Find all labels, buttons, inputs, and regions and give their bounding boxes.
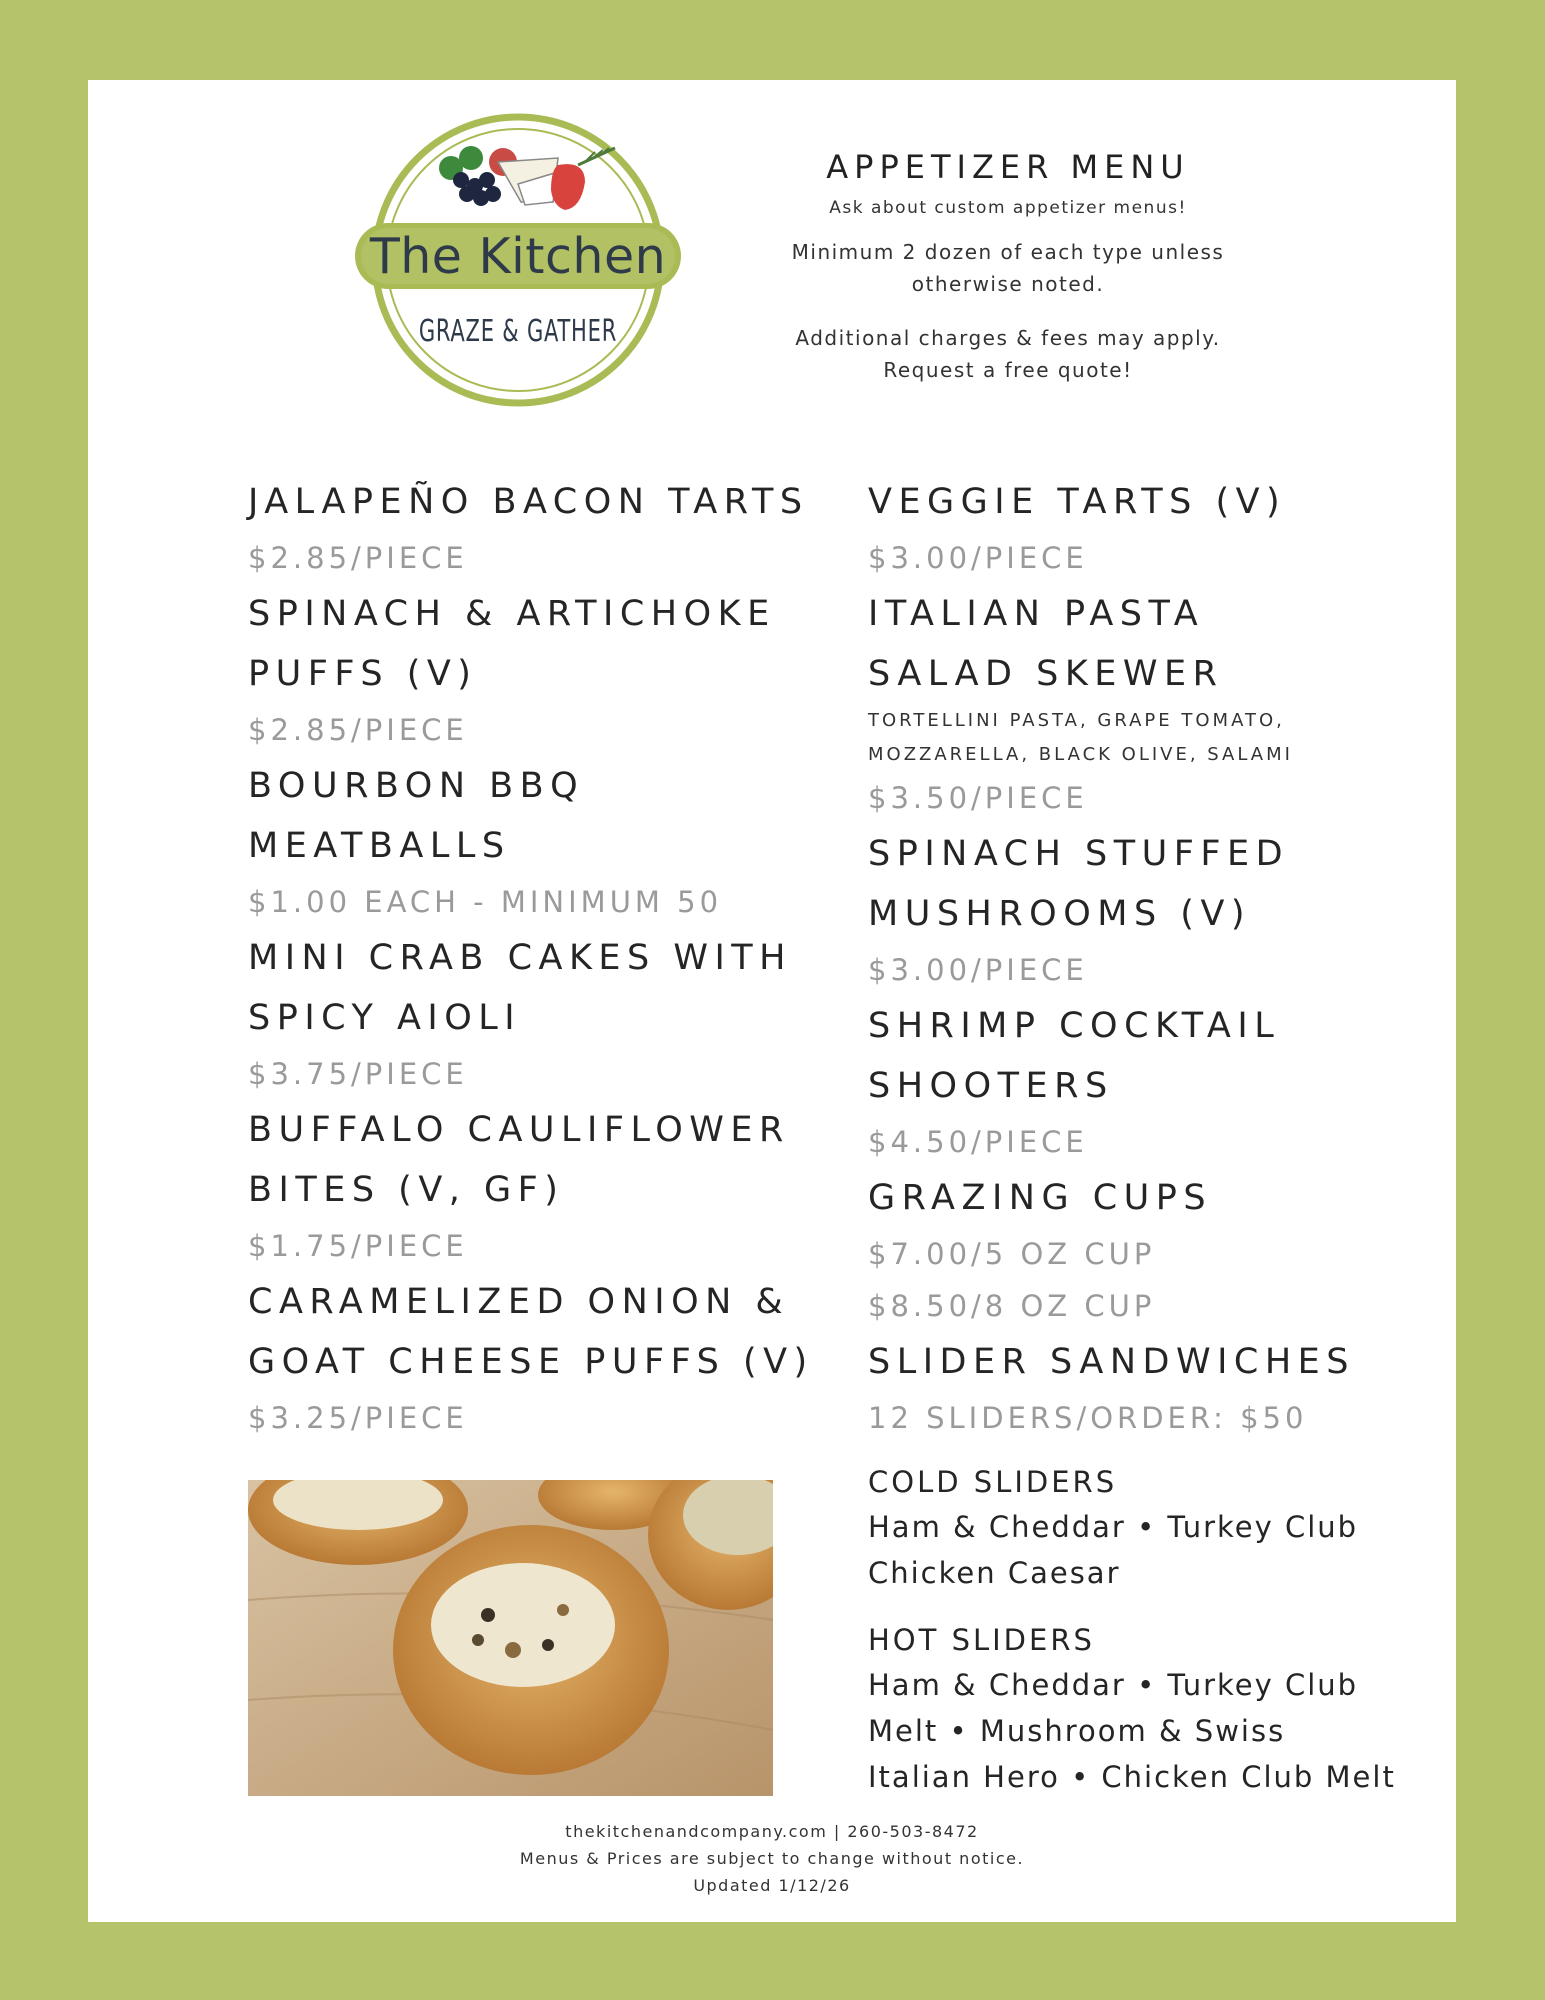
item-name: MEATBALLS bbox=[248, 826, 511, 866]
item-price: $7.00/5 OZ CUP bbox=[868, 1237, 1156, 1271]
price-disclaimer: Menus & Prices are subject to change without notice. bbox=[519, 1849, 1025, 1868]
menu-item bbox=[868, 1168, 1428, 1332]
item-name: GRAZING CUPS bbox=[868, 1178, 1213, 1218]
menu-item bbox=[248, 756, 848, 928]
item-price: $1.00 EACH - MINIMUM 50 bbox=[248, 885, 723, 919]
menu-item bbox=[868, 824, 1428, 996]
cold-sliders-line: Ham & Cheddar • Turkey Club bbox=[868, 1510, 1359, 1544]
item-price: $2.85/PIECE bbox=[248, 713, 468, 747]
menu-page bbox=[88, 80, 1456, 1922]
menu-item bbox=[248, 928, 848, 1100]
tart-photo-graphic bbox=[248, 1480, 773, 1796]
charges-line-2: Request a free quote! bbox=[883, 358, 1133, 382]
menu-item bbox=[248, 584, 848, 756]
item-price: $3.25/PIECE bbox=[248, 1401, 468, 1435]
menu-item bbox=[868, 996, 1428, 1168]
menu-header bbox=[768, 148, 1248, 408]
item-name: JALAPEÑO BACON TARTS bbox=[248, 482, 809, 522]
brand-logo bbox=[353, 110, 683, 410]
item-name: SALAD SKEWER bbox=[868, 654, 1224, 694]
hot-sliders-heading: HOT SLIDERS bbox=[868, 1623, 1095, 1657]
item-price: $2.85/PIECE bbox=[248, 541, 468, 575]
brand-name: The Kitchen bbox=[369, 228, 667, 285]
menu-item bbox=[248, 1272, 848, 1444]
minimum-note bbox=[768, 236, 1248, 300]
item-price: $3.00/PIECE bbox=[868, 541, 1088, 575]
minimum-line-1: Minimum 2 dozen of each type unless bbox=[791, 240, 1225, 264]
slider-section bbox=[868, 1332, 1428, 1800]
item-name: SHOOTERS bbox=[868, 1066, 1114, 1106]
footer bbox=[88, 1818, 1456, 1899]
menu-title: APPETIZER MENU bbox=[826, 148, 1190, 186]
item-name: SPINACH STUFFED bbox=[868, 834, 1290, 874]
left-menu-column bbox=[248, 472, 848, 1444]
right-menu-column bbox=[868, 472, 1428, 1800]
custom-menu-note: Ask about custom appetizer menus! bbox=[829, 198, 1187, 218]
menu-item bbox=[868, 472, 1428, 584]
item-description: MOZZARELLA, BLACK OLIVE, SALAMI bbox=[868, 744, 1293, 765]
cold-sliders-line: Chicken Caesar bbox=[868, 1556, 1121, 1590]
item-name: PUFFS (V) bbox=[248, 654, 478, 694]
item-price: $1.75/PIECE bbox=[248, 1229, 468, 1263]
item-name: BOURBON BBQ bbox=[248, 766, 585, 806]
item-name: ITALIAN PASTA bbox=[868, 594, 1205, 634]
item-name: CARAMELIZED ONION & bbox=[248, 1282, 790, 1322]
brand-tagline: GRAZE & GATHER bbox=[418, 314, 618, 349]
updated-date: Updated 1/12/26 bbox=[693, 1876, 851, 1895]
item-name: SPICY AIOLI bbox=[248, 998, 522, 1038]
item-name: MUSHROOMS (V) bbox=[868, 894, 1252, 934]
cold-sliders-heading: COLD SLIDERS bbox=[868, 1465, 1118, 1499]
item-name: VEGGIE TARTS (V) bbox=[868, 482, 1287, 522]
menu-item bbox=[248, 1100, 848, 1272]
item-name: SHRIMP COCKTAIL bbox=[868, 1006, 1281, 1046]
minimum-line-2: otherwise noted. bbox=[911, 272, 1105, 296]
tart-photo bbox=[248, 1480, 773, 1796]
item-name: GOAT CHEESE PUFFS (V) bbox=[248, 1342, 814, 1382]
item-name: SPINACH & ARTICHOKE bbox=[248, 594, 776, 634]
item-price: $3.50/PIECE bbox=[868, 781, 1088, 815]
item-price: $4.50/PIECE bbox=[868, 1125, 1088, 1159]
hot-sliders-line: Ham & Cheddar • Turkey Club bbox=[868, 1668, 1359, 1702]
item-price: $8.50/8 OZ CUP bbox=[868, 1289, 1156, 1323]
hot-sliders-line: Melt • Mushroom & Swiss bbox=[868, 1714, 1286, 1748]
item-price: $3.75/PIECE bbox=[248, 1057, 468, 1091]
item-name: BITES (V, GF) bbox=[248, 1170, 565, 1210]
item-name: MINI CRAB CAKES WITH bbox=[248, 938, 792, 978]
menu-item bbox=[868, 584, 1428, 824]
hot-sliders-line: Italian Hero • Chicken Club Melt bbox=[868, 1760, 1396, 1794]
contact-info: thekitchenandcompany.com | 260-503-8472 bbox=[565, 1822, 979, 1841]
item-description: TORTELLINI PASTA, GRAPE TOMATO, bbox=[868, 710, 1285, 731]
charges-line-1: Additional charges & fees may apply. bbox=[795, 326, 1221, 350]
item-name: BUFFALO CAULIFLOWER bbox=[248, 1110, 790, 1150]
slider-price: 12 SLIDERS/ORDER: $50 bbox=[868, 1401, 1308, 1435]
item-price: $3.00/PIECE bbox=[868, 953, 1088, 987]
charges-note bbox=[768, 322, 1248, 386]
menu-item bbox=[248, 472, 848, 584]
slider-title: SLIDER SANDWICHES bbox=[868, 1342, 1356, 1382]
